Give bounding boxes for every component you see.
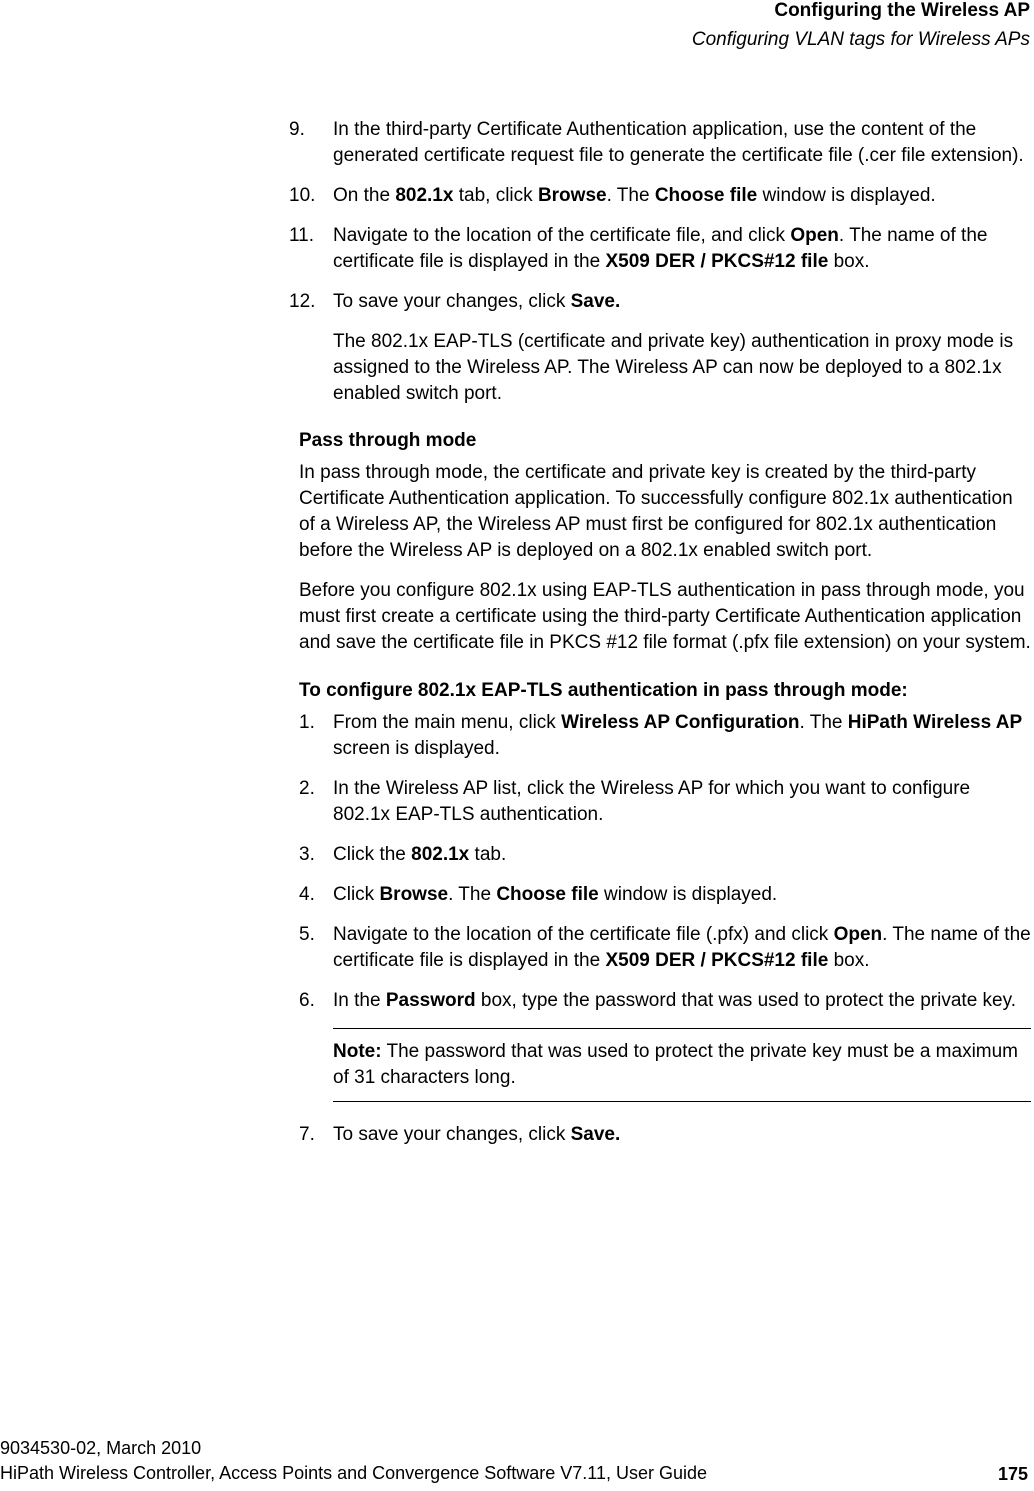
step-text: box.: [828, 251, 870, 272]
step-3: [299, 842, 1031, 868]
step-text: In the Wireless AP list, click the Wireless AP for which you want to configure 802.1x EAP-TLS authentication.: [333, 778, 971, 825]
step-9: [289, 117, 1031, 169]
footer-doc-id: 9034530-02, March 2010: [0, 1438, 202, 1458]
step-number: 4.: [299, 884, 315, 905]
section-paragraph: Before you configure 802.1x using EAP-TLS authentication in pass through mode, you must first create a certificate using the third-party Certificate Authentication application and save the certificate file in PKCS #12 file format (.pfx file extension) on your system.: [299, 580, 1031, 653]
step-text: . The: [448, 884, 497, 905]
ui-term: Password: [385, 990, 476, 1011]
procedure-heading: To configure 802.1x EAP-TLS authentication in pass through mode:: [299, 680, 908, 701]
step-result: The 802.1x EAP-TLS (certificate and private key) authentication in proxy mode is assigned to the Wireless AP. The Wireless AP can now be deployed to a 802.1x enabled switch port.: [333, 331, 1014, 404]
step-number: 11.: [289, 225, 315, 246]
ui-term: Choose file: [496, 884, 599, 905]
ui-term: 802.1x: [395, 185, 454, 206]
ui-term: HiPath Wireless AP: [847, 712, 1023, 733]
step-1: [299, 710, 1031, 762]
step-6: [299, 988, 1031, 1014]
ui-term: Choose file: [654, 185, 758, 206]
ui-term: Browse: [379, 884, 449, 905]
step-text: In the third-party Certificate Authentication application, use the content of the generated certificate request file to generate the certificate file (.cer file extension).: [333, 119, 1024, 166]
step-text: window is displayed.: [598, 884, 778, 905]
step-number: 1.: [299, 712, 315, 733]
step-number: 2.: [299, 778, 315, 799]
step-number: 3.: [299, 844, 315, 865]
step-number: 7.: [299, 1124, 315, 1145]
ui-term: 802.1x: [411, 844, 470, 865]
step-text: From the main menu, click: [333, 712, 562, 733]
ui-term: Open: [833, 924, 883, 945]
step-number: 5.: [299, 924, 315, 945]
step-text: To save your changes, click: [333, 1124, 571, 1145]
ui-term: X509 DER / PKCS#12 file: [605, 251, 829, 272]
step-12: [289, 289, 1031, 315]
page-number: 175: [997, 1464, 1028, 1484]
page-content: [289, 117, 1031, 1162]
step-2: [299, 776, 1031, 828]
step-11: [289, 223, 1031, 275]
step-text: Navigate to the location of the certificate file, and click: [333, 225, 791, 246]
step-text: . The: [606, 185, 655, 206]
step-text: To save your changes, click: [333, 291, 571, 312]
step-text: box.: [828, 950, 870, 971]
step-text: window is displayed.: [757, 185, 936, 206]
step-text: On the: [333, 185, 396, 206]
step-text: tab, click: [453, 185, 538, 206]
step-number: 9.: [289, 119, 305, 140]
note-label: Note:: [333, 1041, 382, 1062]
step-10: [289, 183, 1031, 209]
ui-term: Browse: [537, 185, 607, 206]
note-text: The password that was used to protect the private key must be a maximum of 31 characters long.: [333, 1041, 1019, 1088]
step-text: . The name of the certificate file is displayed in the: [333, 924, 1031, 971]
step-text: Click the: [333, 844, 412, 865]
note-box: [333, 1028, 1031, 1102]
step-text: Navigate to the location of the certificate file (.pfx) and click: [333, 924, 834, 945]
ui-term: X509 DER / PKCS#12 file: [605, 950, 829, 971]
section-paragraph: In pass through mode, the certificate and private key is created by the third-party Certificate Authentication application. To successfully configure 802.1x authentication of a Wireless AP, the Wireless AP must first be configured for 802.1x authentication before the Wireless AP is deployed on a 802.1x enabled switch port.: [299, 462, 1013, 561]
step-text: . The name of the certificate file is displayed in the: [333, 225, 988, 272]
ui-term: Open: [790, 225, 839, 246]
step-text: . The: [799, 712, 848, 733]
ui-term: Save.: [570, 291, 621, 312]
step-text: In the: [333, 990, 386, 1011]
section-heading: Pass through mode: [299, 430, 477, 451]
step-number: 6.: [299, 990, 315, 1011]
ui-term: Save.: [570, 1124, 621, 1145]
step-text: Click: [333, 884, 380, 905]
step-text: screen is displayed.: [333, 738, 500, 759]
step-7: [299, 1122, 1031, 1148]
step-number: 12.: [289, 291, 316, 312]
footer-guide-title: HiPath Wireless Controller, Access Points and Convergence Software V7.11, User Guide: [0, 1463, 708, 1483]
step-5: [299, 922, 1031, 974]
step-4: [299, 882, 1031, 908]
step-text: tab.: [469, 844, 507, 865]
step-number: 10.: [289, 185, 316, 206]
running-header-title: Configuring the Wireless AP: [774, 0, 1030, 21]
ui-term: Wireless AP Configuration: [561, 712, 800, 733]
step-text: box, type the password that was used to protect the private key.: [475, 990, 1016, 1011]
running-header-subtitle: Configuring VLAN tags for Wireless APs: [691, 29, 1030, 50]
